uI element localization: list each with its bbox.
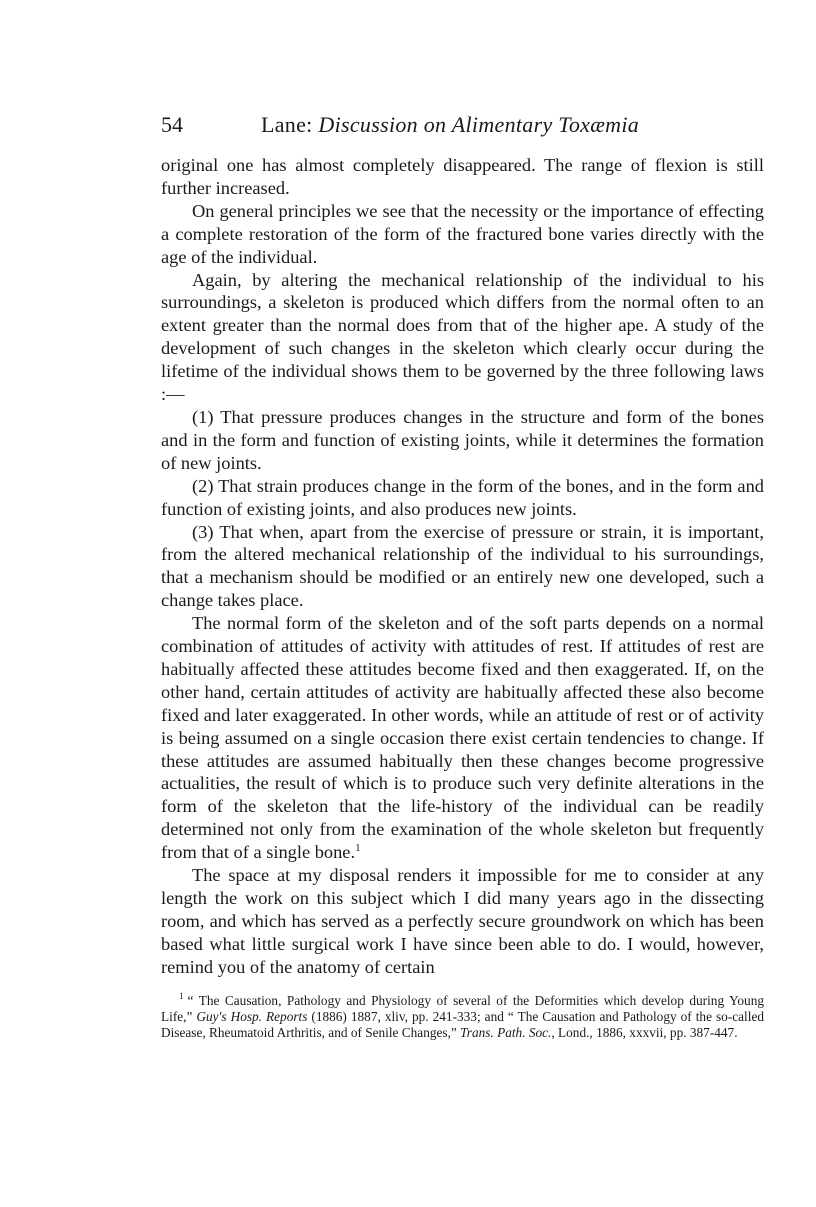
article-title: Discussion on Alimentary Toxæmia [318, 112, 640, 137]
paragraph-with-footnote [161, 612, 764, 864]
footnote-journal: Trans. Path. Soc. [460, 1025, 552, 1041]
footnote [161, 993, 764, 1042]
author-name: Lane [261, 112, 307, 137]
paragraph: Again, by altering the mechanical relationship of the individual to his surroundings, a skeleton is produced which differs from the normal often to an extent greater than the normal does from that of the higher ape. A study of the development of such changes in the skeleton which clearly occur during the lifetime of the individual shows them to be governed by the three following laws :— [161, 269, 764, 405]
paragraph: The space at my disposal renders it impossible for me to consider at any length the work on this subject which I did many years ago in the dissecting room, and which has served as a perfectly secure groundwork on which has been based what little surgical work I have since been able to do. I would, however, remind you of the anatomy of certain [161, 865, 764, 977]
law-paragraph: (1) That pressure produces changes in the structure and form of the bones and in the form and function of existing joints, while it determines the formation of new joints. [161, 406, 764, 473]
running-header [161, 108, 764, 144]
footnote-text: “ The Causation, Pathology and Physiology of several of the Deformities which develop during Young Life,” [161, 992, 764, 1025]
footnote-reference[interactable]: 1 [355, 842, 361, 855]
paragraph-text: The normal form of the skeleton and of the soft parts depends on a normal combination of attitudes of activity with attitudes of rest. If attitudes of rest are habitually affected these attitudes become fixed and then exaggerated. If, on the other hand, certain attitudes of activity are habitually affected these also become fixed and later exaggerated. In other words, while an attitude of rest or of activity is being assumed on a single occasion there exist certain tendencies to change. If these attitudes are assumed habitually then these changes become progressive actualities, the result of which is to produce such very definite alterations in the form of the skeleton that the life-history of the individual can be readily determined not only from the examination of the whole skeleton but frequently from that of a single bone. [161, 613, 764, 863]
document-page [161, 108, 764, 1042]
paragraph: On general principles we see that the necessity or the importance of effecting a complete restoration of the form of the fractured bone varies directly with the age of the individual. [161, 200, 764, 267]
running-title [261, 112, 639, 138]
body-text [161, 154, 764, 979]
footnote-journal: Guy's Hosp. Reports [196, 1009, 308, 1025]
paragraph: original one has almost completely disappeared. The range of flexion is still further increased. [161, 155, 764, 198]
page-number: 54 [161, 112, 183, 137]
footnote-text: (1886) 1887, xliv, pp. 241-333; and “ The Causation and Pathology of the so-called Disease, Rheumatoid Arthritis, and of Senile Changes,” [161, 1009, 764, 1041]
footnote-mark: 1 [179, 991, 184, 1002]
law-paragraph: (3) That when, apart from the exercise of pressure or strain, it is important, from the altered mechanical relationship of the individual to his surroundings, that a mechanism should be modified or an entirely new one developed, such a change takes place. [161, 521, 764, 611]
law-paragraph: (2) That strain produces change in the form of the bones, and in the form and function of existing joints, and also produces new joints. [161, 475, 764, 519]
footnote-text: , Lond., 1886, xxxvii, pp. 387-447. [551, 1025, 738, 1041]
title-separator: : [306, 112, 319, 137]
